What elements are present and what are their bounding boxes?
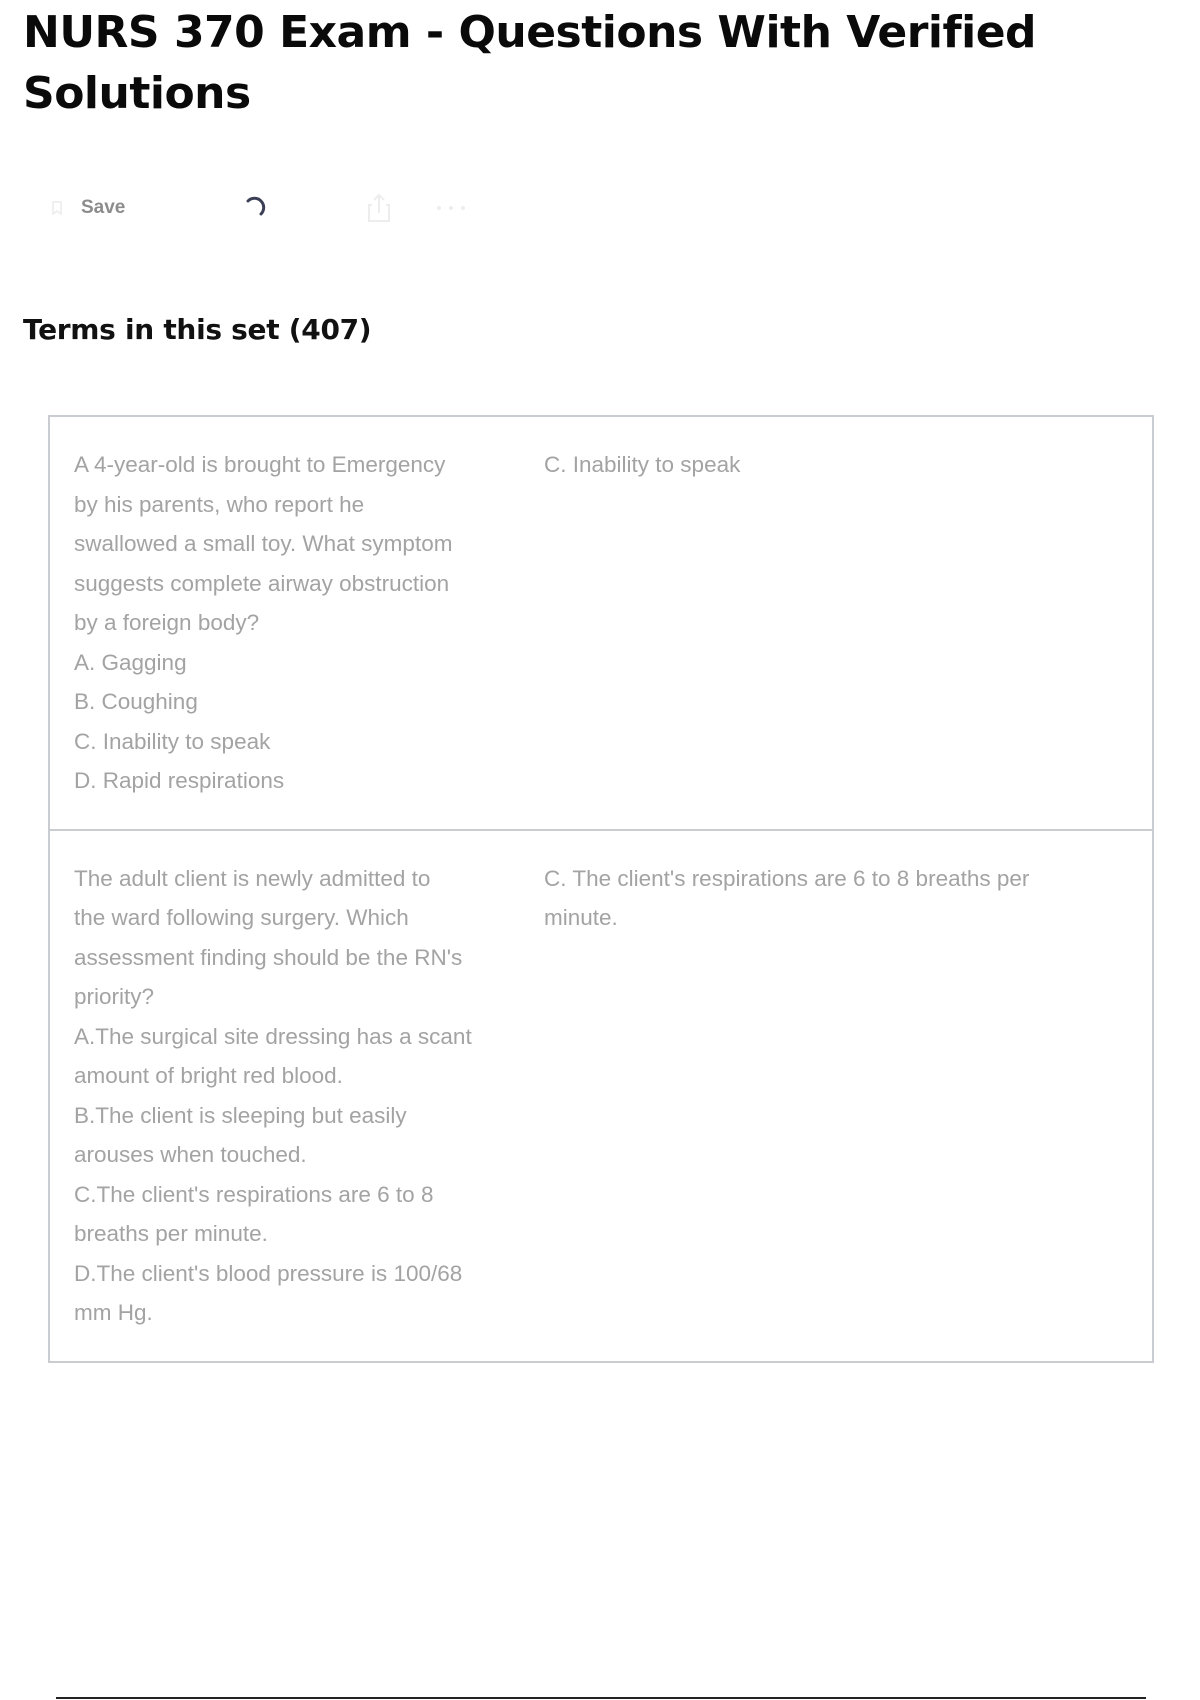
term-line: arouses when touched. (74, 1142, 307, 1167)
term-card (50, 417, 1152, 831)
save-button[interactable] (50, 188, 125, 228)
more-icon (435, 204, 467, 212)
term-line: C. Inability to speak (74, 728, 271, 754)
term-line: the ward following surgery. Which (74, 905, 409, 930)
term-card (50, 831, 1152, 1361)
term-line: D.The client's blood pressure is 100/68 (74, 1260, 463, 1286)
share-icon (366, 193, 392, 223)
term-line: by his parents, who report he (74, 491, 365, 517)
definition-text (544, 445, 1104, 801)
loading-spinner-icon (242, 195, 268, 221)
term-line: D. Rapid respirations (74, 768, 285, 793)
bookmark-icon (50, 201, 64, 215)
term-line: swallowed a small toy. What symptom (74, 531, 453, 556)
definition-line: C. The client's respirations are 6 to 8 breaths per minute. (544, 865, 1030, 930)
term-line: B. Coughing (74, 689, 198, 714)
term-line: C.The client's respirations are 6 to 8 (74, 1181, 434, 1207)
share-button[interactable] (366, 188, 392, 228)
term-line: The adult client is newly admitted to (74, 865, 431, 891)
loading-spinner (242, 188, 268, 228)
terms-list (48, 415, 1154, 1363)
save-label: Save (81, 197, 126, 218)
term-line: mm Hg. (74, 1300, 153, 1325)
term-line: by a foreign body? (74, 610, 260, 635)
term-line: A 4-year-old is brought to Emergency (74, 452, 446, 477)
term-line: assessment finding should be the RN's (74, 944, 463, 970)
action-toolbar (50, 188, 510, 228)
term-line: A.The surgical site dressing has a scant (74, 1023, 472, 1049)
page-title (23, 2, 1123, 124)
bottom-divider (56, 1697, 1146, 1699)
term-line: priority? (74, 984, 155, 1009)
term-line: B.The client is sleeping but easily (74, 1102, 407, 1128)
more-options-button[interactable] (435, 188, 467, 228)
page-title-line-2: Solutions (23, 68, 251, 119)
definition-text (544, 859, 1104, 1333)
term-text (74, 859, 504, 1333)
terms-heading: Terms in this set (407) (23, 313, 372, 346)
term-line: suggests complete airway obstruction (74, 570, 450, 596)
term-line: breaths per minute. (74, 1221, 268, 1246)
term-line: A. Gagging (74, 649, 187, 675)
term-text (74, 445, 504, 801)
definition-line: C. Inability to speak (544, 452, 741, 477)
term-line: amount of bright red blood. (74, 1063, 343, 1088)
page-title-line-1: NURS 370 Exam - Questions With Verified (23, 7, 1037, 58)
